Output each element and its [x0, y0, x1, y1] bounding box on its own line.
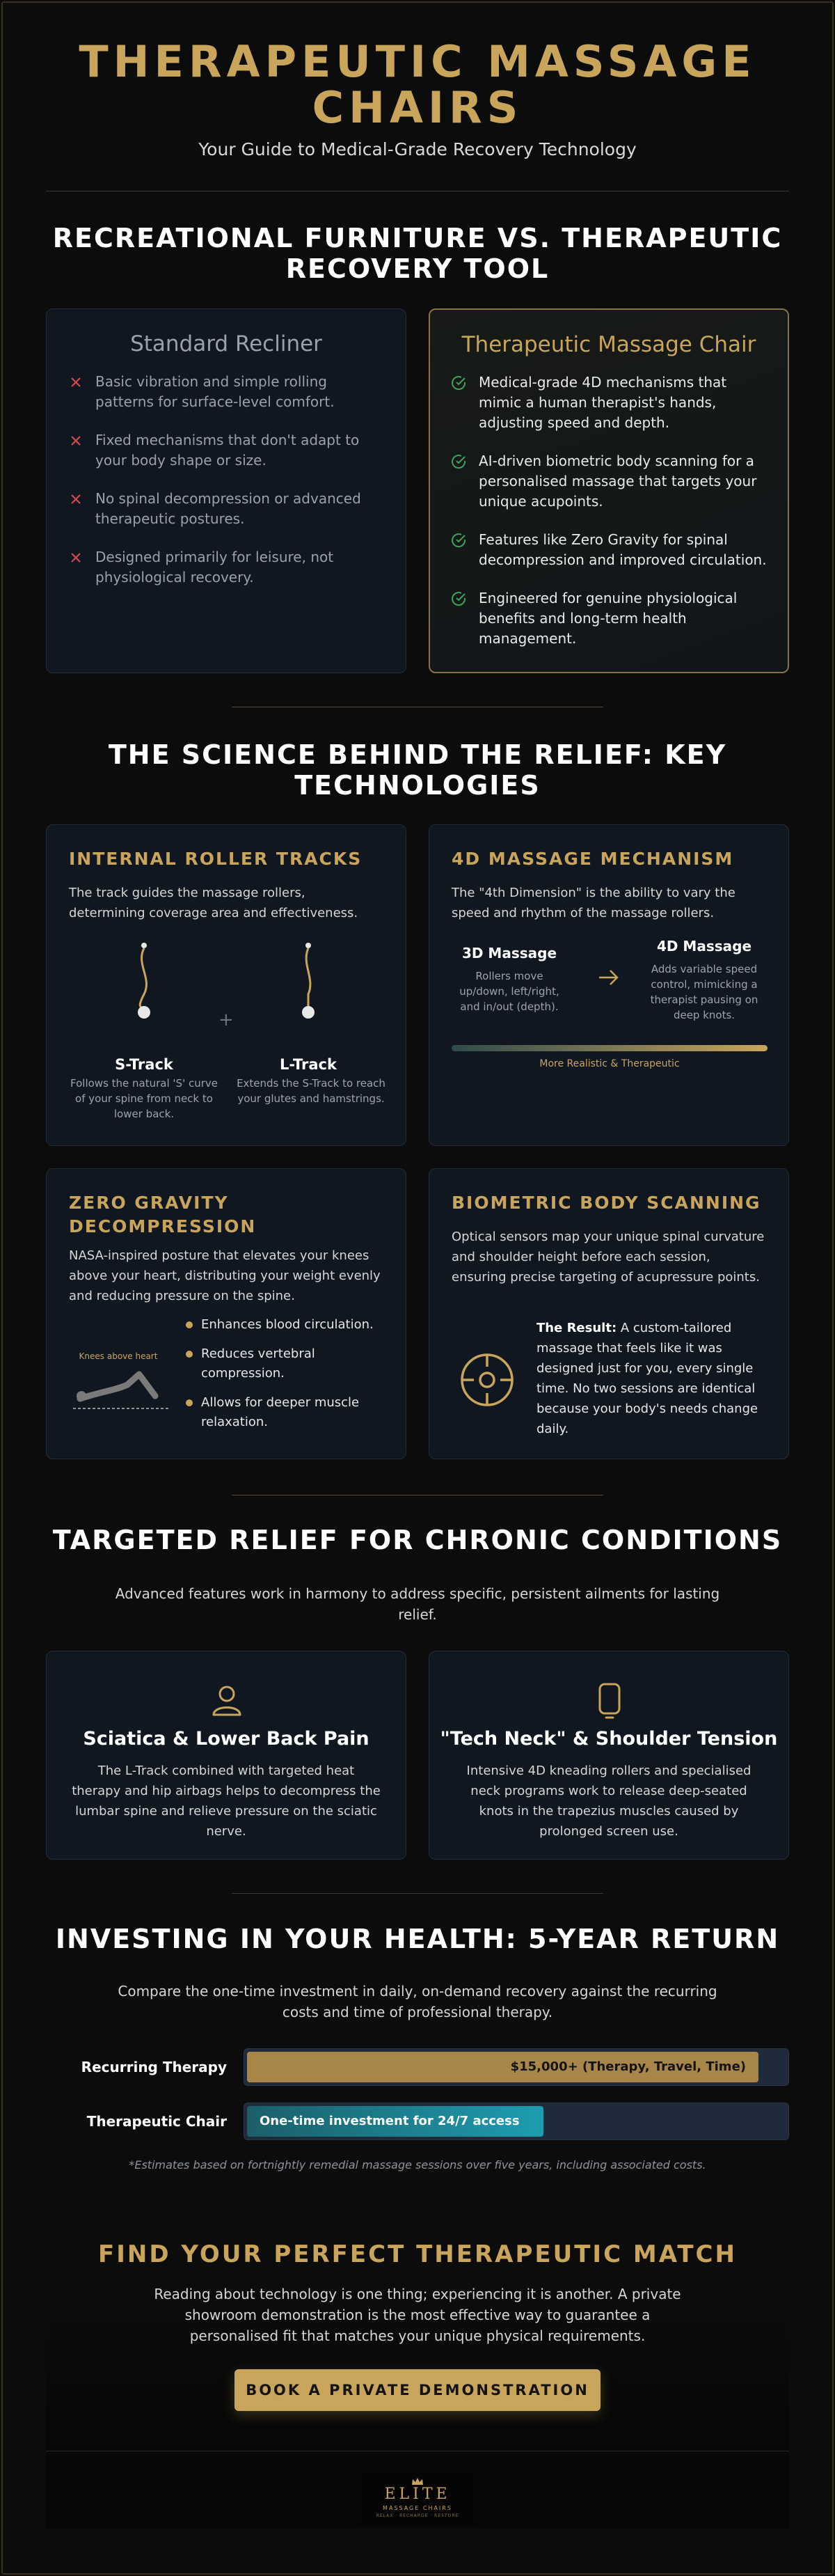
bar-label-therapy: Recurring Therapy	[81, 2059, 227, 2075]
bar-fill-chair	[247, 2106, 543, 2137]
condition-text: Intensive 4D kneading rollers and specialised neck programs work to release deep-seated knots in the trapezius muscles caused by prolonged screen use.	[466, 1764, 752, 1839]
comparison-title: RECREATIONAL FURNITURE VS. THERAPEUTIC RECOVERY TOOL	[52, 223, 783, 284]
biometric-result: The Result: A custom-tailored massage that feels like it was designed just for you, every single time. No two sessions are identical because your body's needs change daily.	[536, 1321, 758, 1436]
book-demonstration-button[interactable]: BOOK A PRIVATE DEMONSTRATION	[234, 2369, 601, 2411]
zero-gravity-posture-icon	[73, 1364, 170, 1413]
logo-tagline: RELAX · RECHARGE · RESTORE	[376, 2513, 459, 2518]
plus-sign: +	[218, 1010, 234, 1030]
list-item: AI-driven biometric body scanning for a personalised massage that targets your unique acupoints.	[451, 451, 767, 512]
list-item: Medical-grade 4D mechanisms that mimic a human therapist's hands, adjusting speed and depth.	[451, 372, 767, 433]
therapeutic-chair-list	[451, 372, 767, 667]
list-item: Basic vibration and simple rolling patterns for surface-level comfort.	[67, 372, 385, 412]
cross-icon	[67, 549, 84, 566]
zero-gravity-figure-label: Knees above heart	[79, 1351, 158, 1361]
conditions-lead: Advanced features work in harmony to address specific, persistent ailments for lasting relief.	[115, 1585, 720, 1623]
condition-title: Sciatica & Lower Back Pain	[83, 1728, 369, 1750]
list-item: Enhances blood circulation.	[186, 1315, 389, 1335]
check-circle-icon	[451, 453, 468, 470]
zero-gravity-card	[46, 1168, 406, 1459]
divider	[232, 1893, 603, 1894]
standard-recliner-card	[46, 308, 406, 673]
investment-title: INVESTING IN YOUR HEALTH: 5-YEAR RETURN	[55, 1924, 780, 1954]
investment-footnote: *Estimates based on fortnightly remedial massage sessions over five years, including associated costs.	[129, 2158, 706, 2171]
l-track-text: Extends the S-Track to reach your glutes and hamstrings.	[237, 1077, 385, 1105]
crown-icon	[411, 2477, 424, 2485]
4d-mechanism-card	[429, 824, 789, 1146]
list-item: Features like Zero Gravity for spinal decompression and improved circulation.	[451, 530, 767, 570]
condition-text: The L-Track combined with targeted heat therapy and hip airbags helps to decompress the lumbar spine and relieve pressure on the sciatic nerve.	[72, 1764, 381, 1839]
check-circle-icon	[451, 532, 468, 549]
page-subtitle: Your Guide to Medical-Grade Recovery Technology	[198, 139, 637, 159]
bar-track-therapy	[244, 2048, 789, 2086]
s-track-title: S-Track	[115, 1056, 173, 1073]
check-circle-icon	[451, 375, 468, 391]
phone-icon	[596, 1681, 623, 1720]
logo-name: ELITE	[384, 2485, 451, 2503]
condition-card-sciatica	[46, 1651, 406, 1860]
conditions-title: TARGETED RELIEF FOR CHRONIC CONDITIONS	[52, 1525, 783, 1555]
person-icon	[209, 1683, 244, 1718]
list-item: Designed primarily for leisure, not physiological recovery.	[67, 547, 385, 588]
roller-tracks-text: The track guides the massage rollers, determining coverage area and effectiveness.	[69, 886, 358, 920]
therapeutic-chair-title: Therapeutic Massage Chair	[461, 332, 756, 357]
bar-text-therapy: $15,000+ (Therapy, Travel, Time)	[510, 2059, 746, 2074]
3d-massage-text: Rollers move up/down, left/right, and in/out (depth).	[459, 970, 559, 1013]
science-title: THE SCIENCE BEHIND THE RELIEF: KEY TECHNOLOGIES	[108, 739, 727, 801]
condition-title: "Tech Neck" & Shoulder Tension	[440, 1728, 778, 1750]
bar-text-chair: One-time investment for 24/7 access	[260, 2114, 520, 2128]
cross-icon	[67, 432, 84, 449]
condition-card-tech-neck	[429, 1651, 789, 1860]
zero-gravity-benefits	[186, 1315, 389, 1442]
cross-icon	[67, 491, 84, 508]
bar-track-chair	[244, 2103, 789, 2140]
4d-mechanism-text: The "4th Dimension" is the ability to vary the speed and rhythm of the massage rollers.	[452, 886, 735, 920]
list-item: Fixed mechanisms that don't adapt to your body shape or size.	[67, 430, 385, 471]
roller-tracks-card	[46, 824, 406, 1146]
s-track-icon	[130, 940, 158, 1023]
therapeutic-chair-card	[429, 308, 789, 673]
page-title: THERAPEUTIC MASSAGE CHAIRS	[79, 36, 756, 133]
4d-massage-title: 4D Massage	[656, 938, 752, 955]
zero-gravity-title: ZERO GRAVITY DECOMPRESSION	[69, 1193, 257, 1236]
s-track-text: Follows the natural 'S' curve of your spine from neck to lower back.	[70, 1077, 218, 1120]
list-item: Reduces vertebral compression.	[186, 1344, 389, 1383]
logo-subtitle: MASSAGE CHAIRS	[383, 2505, 452, 2511]
list-item: Allows for deeper muscle relaxation.	[186, 1393, 389, 1432]
list-item: Engineered for genuine physiological benefits and long-term health management.	[451, 588, 767, 649]
zero-gravity-text: NASA-inspired posture that elevates your knees above your heart, distributing your weight evenly and reducing pressure on the spine.	[69, 1248, 381, 1303]
biometric-title: BIOMETRIC BODY SCANNING	[452, 1193, 761, 1213]
roller-tracks-title: INTERNAL ROLLER TRACKS	[69, 849, 363, 869]
bar-label-chair: Therapeutic Chair	[86, 2113, 227, 2130]
cta-title: FIND YOUR PERFECT THERAPEUTIC MATCH	[98, 2240, 737, 2268]
target-scan-icon	[457, 1350, 517, 1410]
l-track-icon	[294, 940, 322, 1030]
realism-caption: More Realistic & Therapeutic	[539, 1058, 680, 1069]
brand-logo	[357, 2473, 478, 2526]
4d-mechanism-title: 4D MASSAGE MECHANISM	[452, 849, 734, 869]
list-item: No spinal decompression or advanced therapeutic postures.	[67, 489, 385, 529]
l-track-title: L-Track	[280, 1056, 337, 1073]
cta-text: Reading about technology is one thing; experiencing it is another. A private showroom demonstration is the most effective way to guarantee a personalised fit that matches your unique physical requirements.	[154, 2286, 681, 2344]
standard-recliner-list	[67, 372, 385, 606]
realism-gradient-bar	[452, 1045, 768, 1051]
biometric-text: Optical sensors map your unique spinal curvature and shoulder height before each session, ensuring precise targeting of acupressure points.	[452, 1230, 765, 1285]
investment-lead: Compare the one-time investment in daily, on-demand recovery against the recurring costs and time of professional therapy.	[118, 1983, 717, 2020]
4d-massage-text: Adds variable speed control, mimicking a therapist pausing on deep knots.	[650, 963, 758, 1021]
arrow-right-icon	[596, 967, 621, 988]
check-circle-icon	[451, 590, 468, 607]
cross-icon	[67, 374, 84, 391]
biometric-card	[429, 1168, 789, 1459]
3d-massage-title: 3D Massage	[461, 945, 557, 961]
bar-fill-therapy	[247, 2052, 758, 2082]
standard-recliner-title: Standard Recliner	[130, 331, 322, 356]
